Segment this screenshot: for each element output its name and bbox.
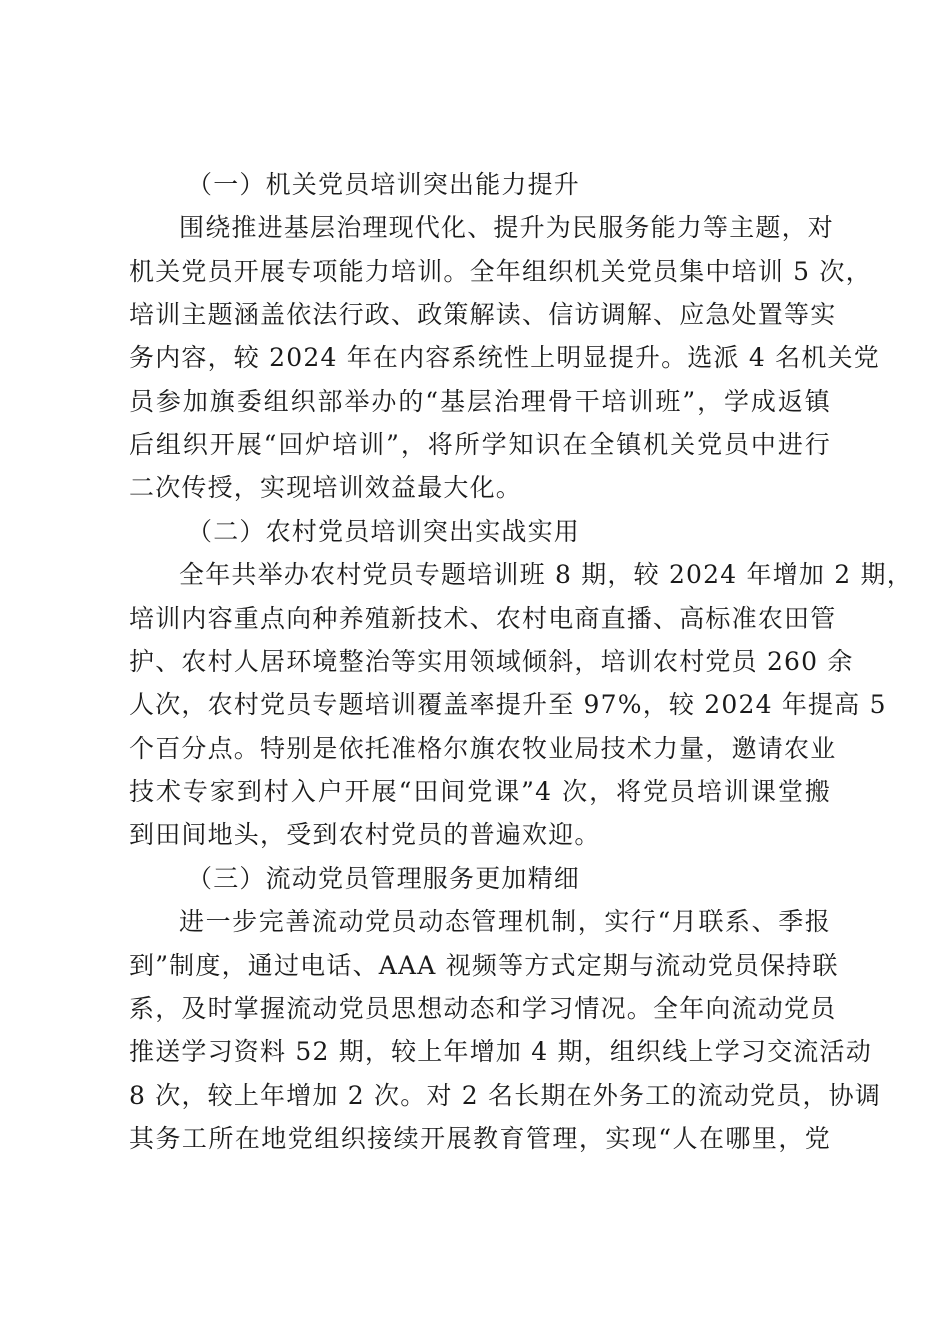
section-heading: （三）流动党员管理服务更加精细 [187,864,581,893]
paragraph-line: 推送学习资料 52 期，较上年增加 4 期，组织线上学习交流活动 [129,1037,872,1066]
paragraph-line: 后组织开展“回炉培训”，将所学知识在全镇机关党员中进行 [129,430,831,459]
paragraph-line: 个百分点。特别是依托准格尔旗农牧业局技术力量，邀请农业 [129,734,837,763]
paragraph-line: 8 次，较上年增加 2 次。对 2 名长期在外务工的流动党员，协调 [129,1081,882,1110]
paragraph-line: 进一步完善流动党员动态管理机制，实行“月联系、季报 [179,907,831,936]
paragraph-line: 其务工所在地党组织接续开展教育管理，实现“人在哪里，党 [129,1124,831,1153]
paragraph-line: 培训主题涵盖依法行政、政策解读、信访调解、应急处置等实 [129,300,837,329]
paragraph-line: 到”制度，通过电话、AAA 视频等方式定期与流动党员保持联 [129,951,839,980]
paragraph-line: 护、农村人居环境整治等实用领域倾斜，培训农村党员 260 余 [129,647,854,676]
paragraph-line: 员参加旗委组织部举办的“基层治理骨干培训班”，学成返镇 [129,387,831,416]
paragraph-line: 机关党员开展专项能力培训。全年组织机关党员集中培训 5 次， [129,257,872,286]
paragraph-line: 培训内容重点向种养殖新技术、农村电商直播、高标准农田管 [129,604,837,633]
paragraph-line: 系，及时掌握流动党员思想动态和学习情况。全年向流动党员 [129,994,837,1023]
paragraph-line: 围绕推进基层治理现代化、提升为民服务能力等主题，对 [179,213,835,242]
paragraph-line: 技术专家到村入户开展“田间党课”4 次，将党员培训课堂搬 [129,777,831,806]
section-heading: （二）农村党员培训突出实战实用 [187,517,581,546]
paragraph-line: 务内容，较 2024 年在内容系统性上明显提升。选派 4 名机关党 [129,343,880,372]
paragraph-line: 到田间地头，受到农村党员的普遍欢迎。 [129,820,601,849]
paragraph-line: 二次传授，实现培训效益最大化。 [129,473,523,502]
paragraph-line: 人次，农村党员专题培训覆盖率提升至 97%，较 2024 年提高 5 [129,690,887,719]
section-heading: （一）机关党员培训突出能力提升 [187,170,581,199]
paragraph-line: 全年共举办农村党员专题培训班 8 期，较 2024 年增加 2 期， [179,560,913,589]
